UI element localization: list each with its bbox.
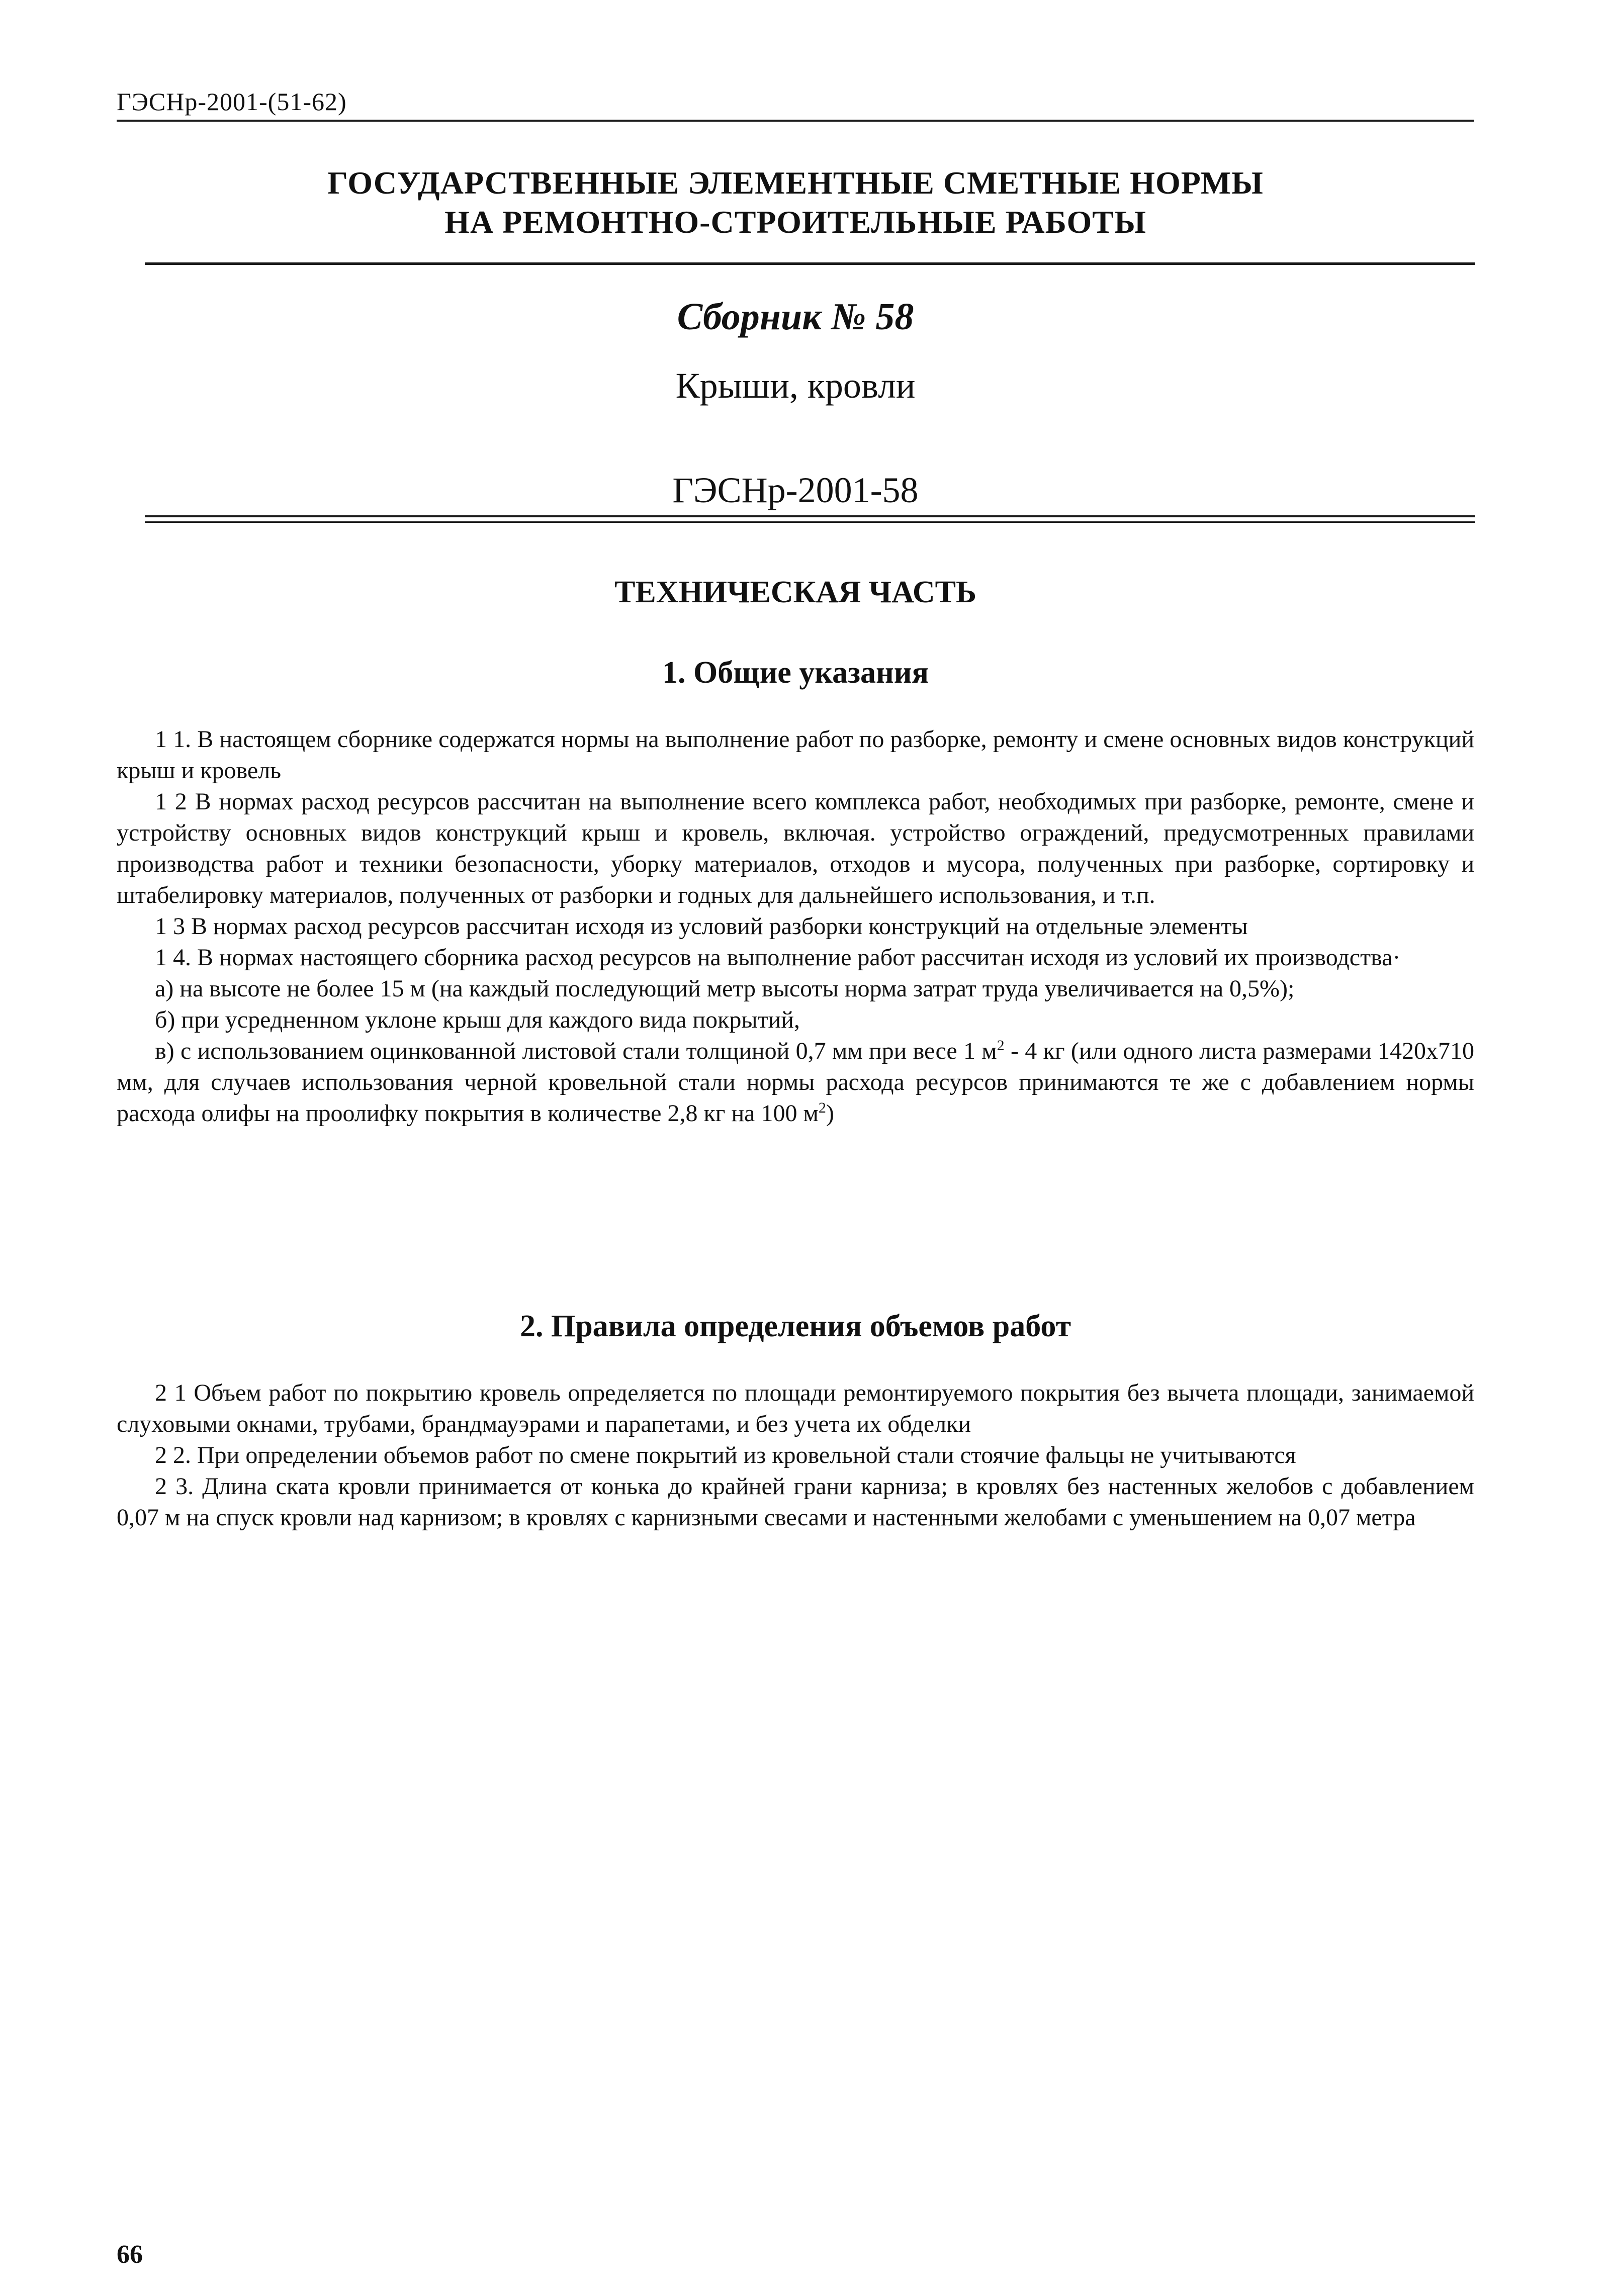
paragraph-1-2: 1 2 В нормах расход ресурсов рассчитан на выполнение всего комплекса работ, необходимых при разборке, ремонте, смене и устройству основных видов конструкций крыш и кровель, включая. устройство ограждений, предусмотренных правилами производства работ и техники безопасности, уборку материалов, отходов и мусора, полученных при разборке, сортировку и штабелировку материалов, полученных от разборки и годных для дальнейшего использования, и т.п. <box>117 788 1474 908</box>
header-divider <box>117 120 1474 122</box>
paragraph-1-4-c <box>117 1036 1474 1129</box>
title-divider <box>145 262 1475 265</box>
paragraph-1-4-c-part-1: в) с использованием оцинкованной листовой стали толщиной 0,7 мм при весе 1 м <box>155 1038 997 1064</box>
section-1-heading: 1. Общие указания <box>662 656 929 690</box>
paragraph-1-4: 1 4. В нормах настоящего сборника расход ресурсов на выполнение работ рассчитан исходя из условий их производства· <box>155 944 1401 971</box>
section-2-body <box>117 1377 1474 1533</box>
section-2-heading: 2. Правила определения объемов работ <box>519 1309 1071 1343</box>
superscript-square: 2 <box>997 1037 1005 1054</box>
page-number: 66 <box>117 2240 143 2269</box>
paragraph-1-4-c-part-3: ) <box>826 1100 834 1127</box>
document-title <box>117 163 1474 242</box>
code-divider-top <box>145 515 1475 517</box>
tech-part-heading: ТЕХНИЧЕСКАЯ ЧАСТЬ <box>614 575 976 609</box>
code-divider-bottom <box>145 521 1475 523</box>
paragraph-2-2: 2 2. При определении объемов работ по смене покрытий из кровельной стали стоячие фальцы не учитываются <box>155 1442 1296 1468</box>
paragraph-1-4-b: б) при усредненном уклоне крыш для каждого вида покрытий, <box>155 1006 800 1033</box>
title-line-2: НА РЕМОНТНО-СТРОИТЕЛЬНЫЕ РАБОТЫ <box>444 204 1146 240</box>
collection-code: ГЭСНр-2001-58 <box>672 470 919 510</box>
paragraph-2-3: 2 3. Длина ската кровли принимается от конька до крайней грани карниза; в кровлях без настенных желобов с добавлением 0,07 м на спуск кровли над карнизом; в кровлях с карнизными свесами и настенными желобами с уменьшением на 0,07 метра <box>117 1473 1474 1531</box>
title-line-1: ГОСУДАРСТВЕННЫЕ ЭЛЕМЕНТНЫЕ СМЕТНЫЕ НОРМЫ <box>327 165 1264 201</box>
superscript-square: 2 <box>818 1099 826 1116</box>
paragraph-2-1: 2 1 Объем работ по покрытию кровель определяется по площади ремонтируемого покрытия без вычета площади, занимаемой слуховыми окнами, трубами, брандмауэрами и парапетами, и без учета их обделки <box>117 1380 1474 1437</box>
collection-subtitle: Крыши, кровли <box>675 365 916 406</box>
collection-label: Сборник № 58 <box>677 296 914 338</box>
paragraph-1-4-a: а) на высоте не более 15 м (на каждый последующий метр высоты норма затрат труда увеличивается на 0,5%); <box>155 975 1295 1002</box>
paragraph-1-4-c-part-2: - 4 кг (или одного листа размерами 1420х710 мм, для случаев использования черной кровельной стали нормы расхода ресурсов принимаются те же с добавлением нормы расхода олифы на проолифку покрытия в количестве 2,8 кг на 100 м <box>117 1038 1475 1127</box>
section-1-body <box>117 724 1474 1129</box>
running-header-code: ГЭСНр-2001-(51-62) <box>117 87 347 116</box>
paragraph-1-1: 1 1. В настоящем сборнике содержатся нормы на выполнение работ по разборке, ремонту и смене основных видов конструкций крыш и кровель <box>117 726 1474 784</box>
paragraph-1-3: 1 3 В нормах расход ресурсов рассчитан исходя из условий разборки конструкций на отдельные элементы <box>155 913 1248 940</box>
